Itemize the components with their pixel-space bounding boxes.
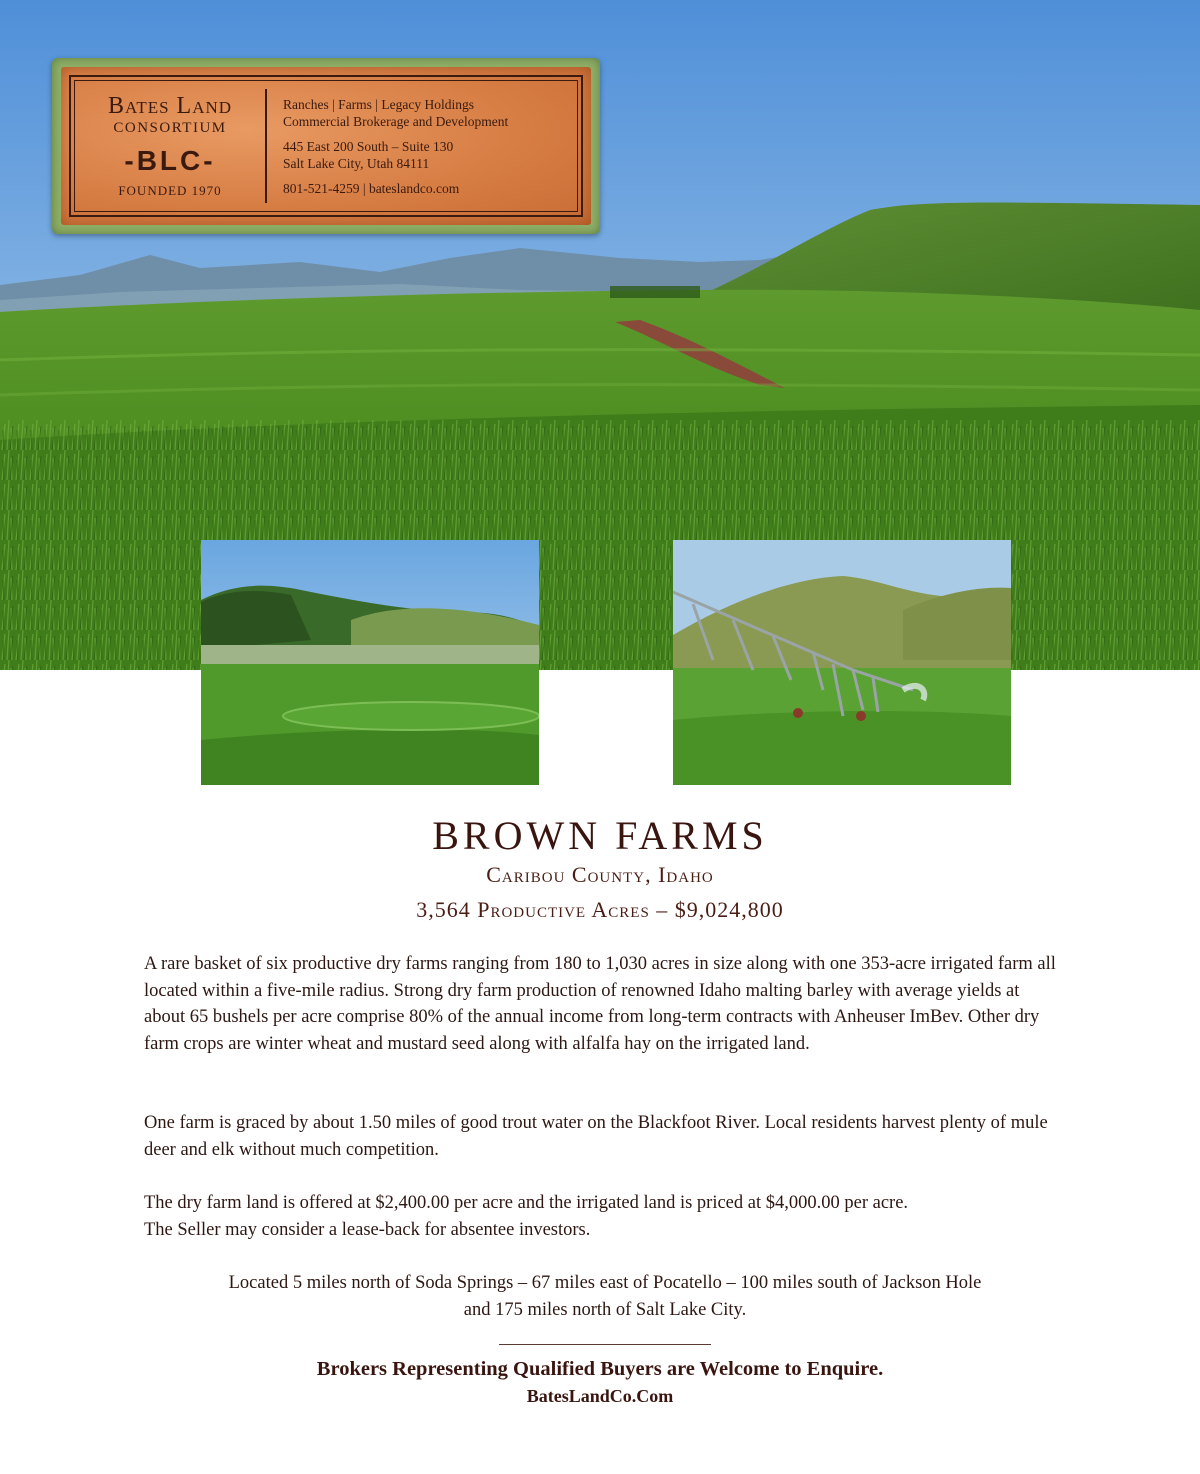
location-line-1: Located 5 miles north of Soda Springs – 67 miles east of Pocatello – 100 miles south of Jackson Hole [228,1273,982,1293]
website-link[interactable]: BatesLandCo.Com [526,1386,674,1406]
description-paragraph-2: One farm is graced by about 1.50 miles of good trout water on the Blackfoot River. Local residents harvest plenty of mule deer and elk without much competition. [144,1113,1048,1160]
logo-founded: FOUNDED 1970 [118,183,222,198]
logo-address-line1: 445 East 200 South – Suite 130 [283,138,454,154]
logo-address-line2: Salt Lake City, Utah 84111 [283,155,430,171]
listing-location: Caribou County, Idaho [486,862,714,887]
logo-contact: 801-521-4259 | bateslandco.com [283,180,460,196]
inset-photo-circle-field [201,540,539,785]
logo-blc-mark: -BLC- [124,145,216,176]
pricing-paragraph [144,1190,1056,1243]
location-line-2: and 175 miles north of Salt Lake City. [463,1299,747,1320]
listing-title: BROWN FARMS [432,813,768,858]
pricing-line-1: The dry farm land is offered at $2,400.00 per acre and the irrigated land is priced at $4,000.00 per acre. [144,1193,909,1213]
broker-enquire-note: Brokers Representing Qualified Buyers are Welcome to Enquire. [316,1358,884,1380]
footer-divider [499,1344,711,1345]
logo-divider [265,89,267,203]
listing-acres-price: 3,564 Productive Acres – $9,024,800 [416,897,784,922]
pricing-line-2: The Seller may consider a lease-back for absentee investors. [144,1219,591,1240]
logo-services: Ranches | Farms | Legacy Holdings [283,96,474,112]
company-logo-plaque [52,58,600,234]
logo-company-subname: CONSORTIUM [113,120,227,136]
location-paragraph [150,1270,1060,1323]
inset-photo-irrigation-pivot [673,540,1011,785]
description-paragraph-1: A rare basket of six productive dry farms ranging from 180 to 1,030 acres in size along with one 353-acre irrigated farm all located within a five-mile radius. Strong dry farm production of renowned Idaho malting barley with average yields at about 65 bushels per acre comprise 80% of the annual income from long-term contracts with Anheuser ImBev. Other dry farm crops are winter wheat and mustard seed along with alfalfa hay on the irrigated land. [144,954,1056,1054]
logo-services-line2: Commercial Brokerage and Development [283,113,509,129]
logo-company-name: Bates Land [107,93,233,119]
